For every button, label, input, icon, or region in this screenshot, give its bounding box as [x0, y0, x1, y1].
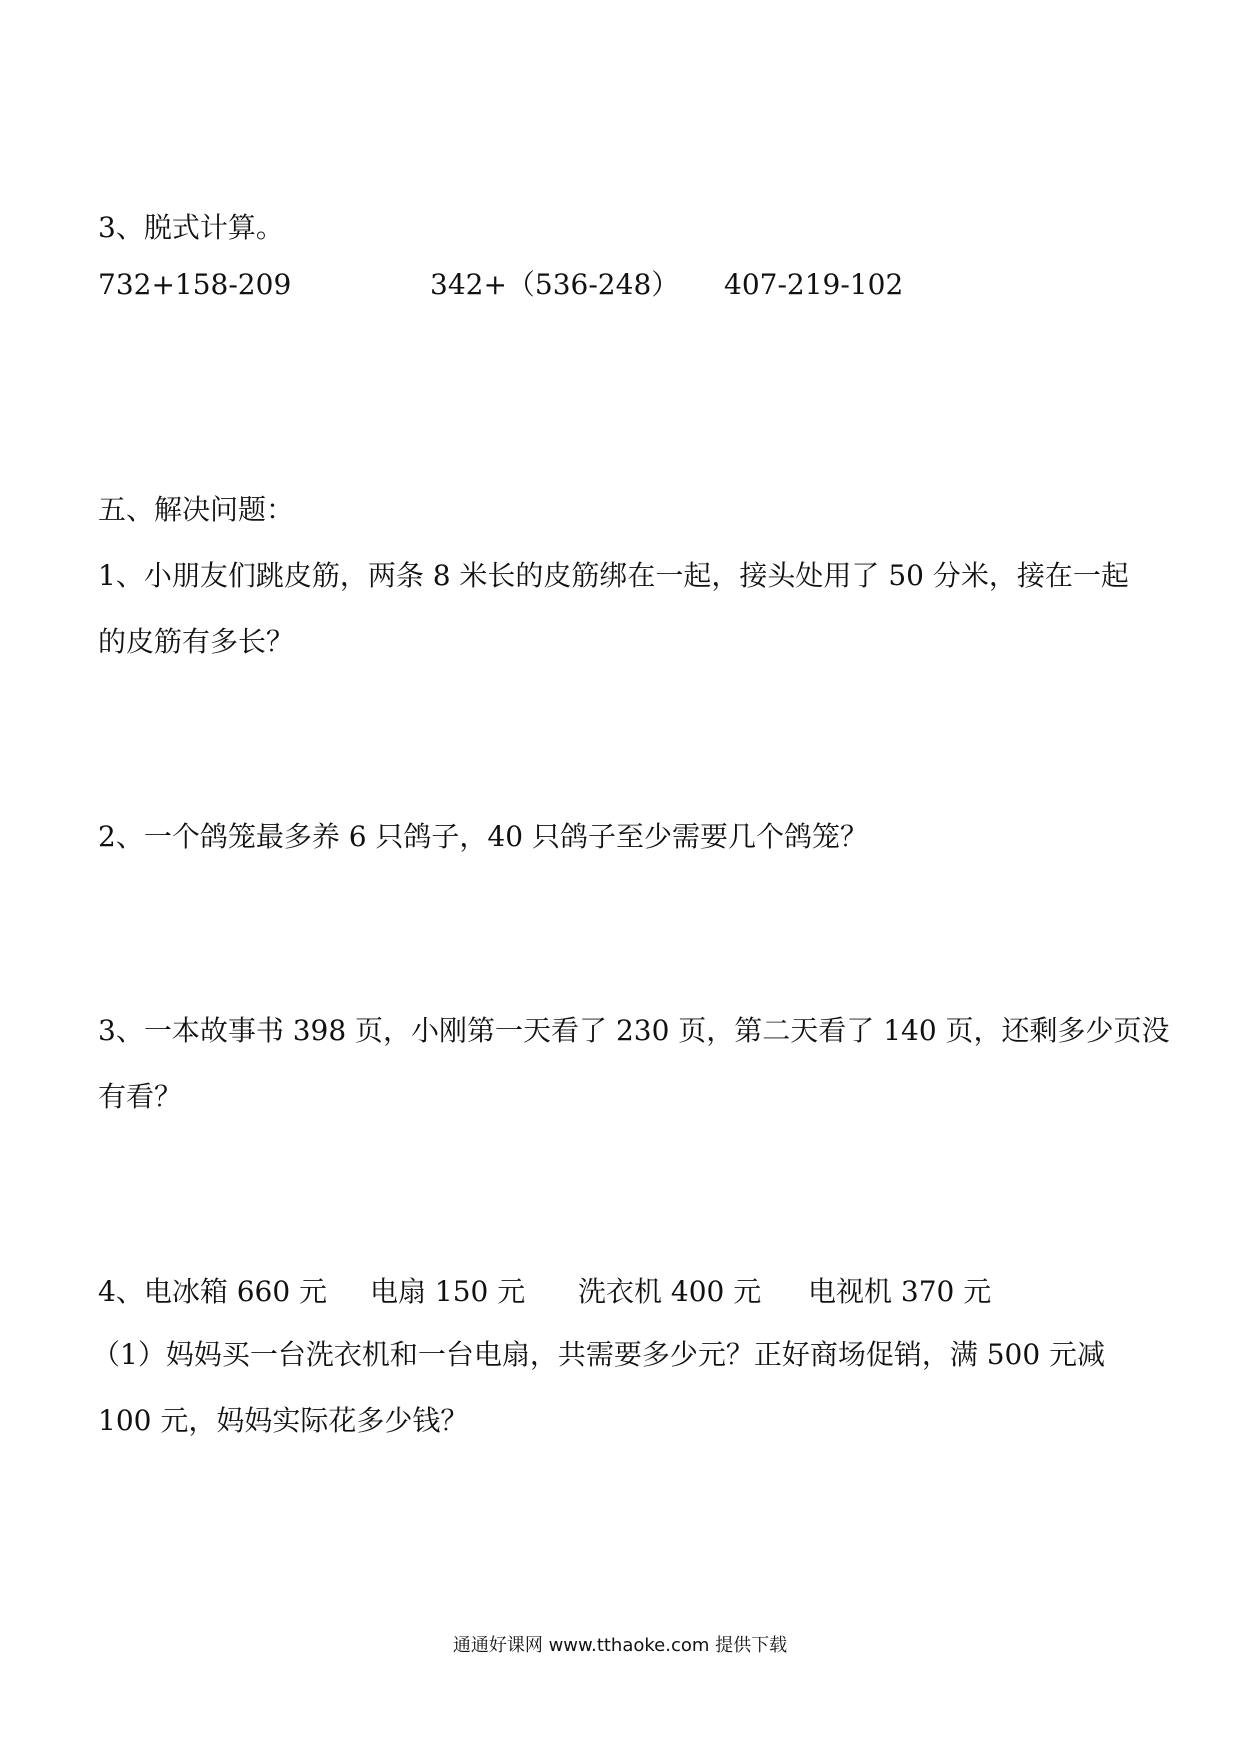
question-1-line-1: 1、小朋友们跳皮筋，两条 8 米长的皮筋绑在一起，接头处用了 50 分米，接在一起 [98, 559, 1129, 592]
section-3-heading: 3、脱式计算。 [98, 211, 284, 244]
expression-2: 342+（536-248） [430, 268, 680, 301]
price-item-refrigerator: 4、电冰箱 660 元 [98, 1275, 328, 1308]
question-4-sub-1-line-1: （1）妈妈买一台洗衣机和一台电扇，共需要多少元？正好商场促销，满 500 元减 [92, 1338, 1106, 1371]
question-4-sub-1-line-2: 100 元，妈妈实际花多少钱？ [98, 1404, 469, 1437]
question-3-line-1: 3、一本故事书 398 页，小刚第一天看了 230 页，第二天看了 140 页，还剩多少页没 [98, 1014, 1170, 1047]
footer-source-text: 通通好课网 www.tthaoke.com 提供下载 [452, 1635, 788, 1656]
price-item-television: 电视机 370 元 [808, 1275, 992, 1308]
price-item-washing-machine: 洗衣机 400 元 [578, 1275, 762, 1308]
expression-3: 407-219-102 [724, 268, 904, 301]
section-5-heading: 五、解决问题： [98, 493, 295, 526]
expression-1: 732+158-209 [98, 268, 292, 301]
price-item-fan: 电扇 150 元 [370, 1275, 526, 1308]
question-3-line-2: 有看？ [98, 1080, 183, 1113]
question-2-line-1: 2、一个鸽笼最多养 6 只鸽子，40 只鸽子至少需要几个鸽笼？ [98, 820, 868, 853]
question-1-line-2: 的皮筋有多长？ [98, 625, 295, 658]
